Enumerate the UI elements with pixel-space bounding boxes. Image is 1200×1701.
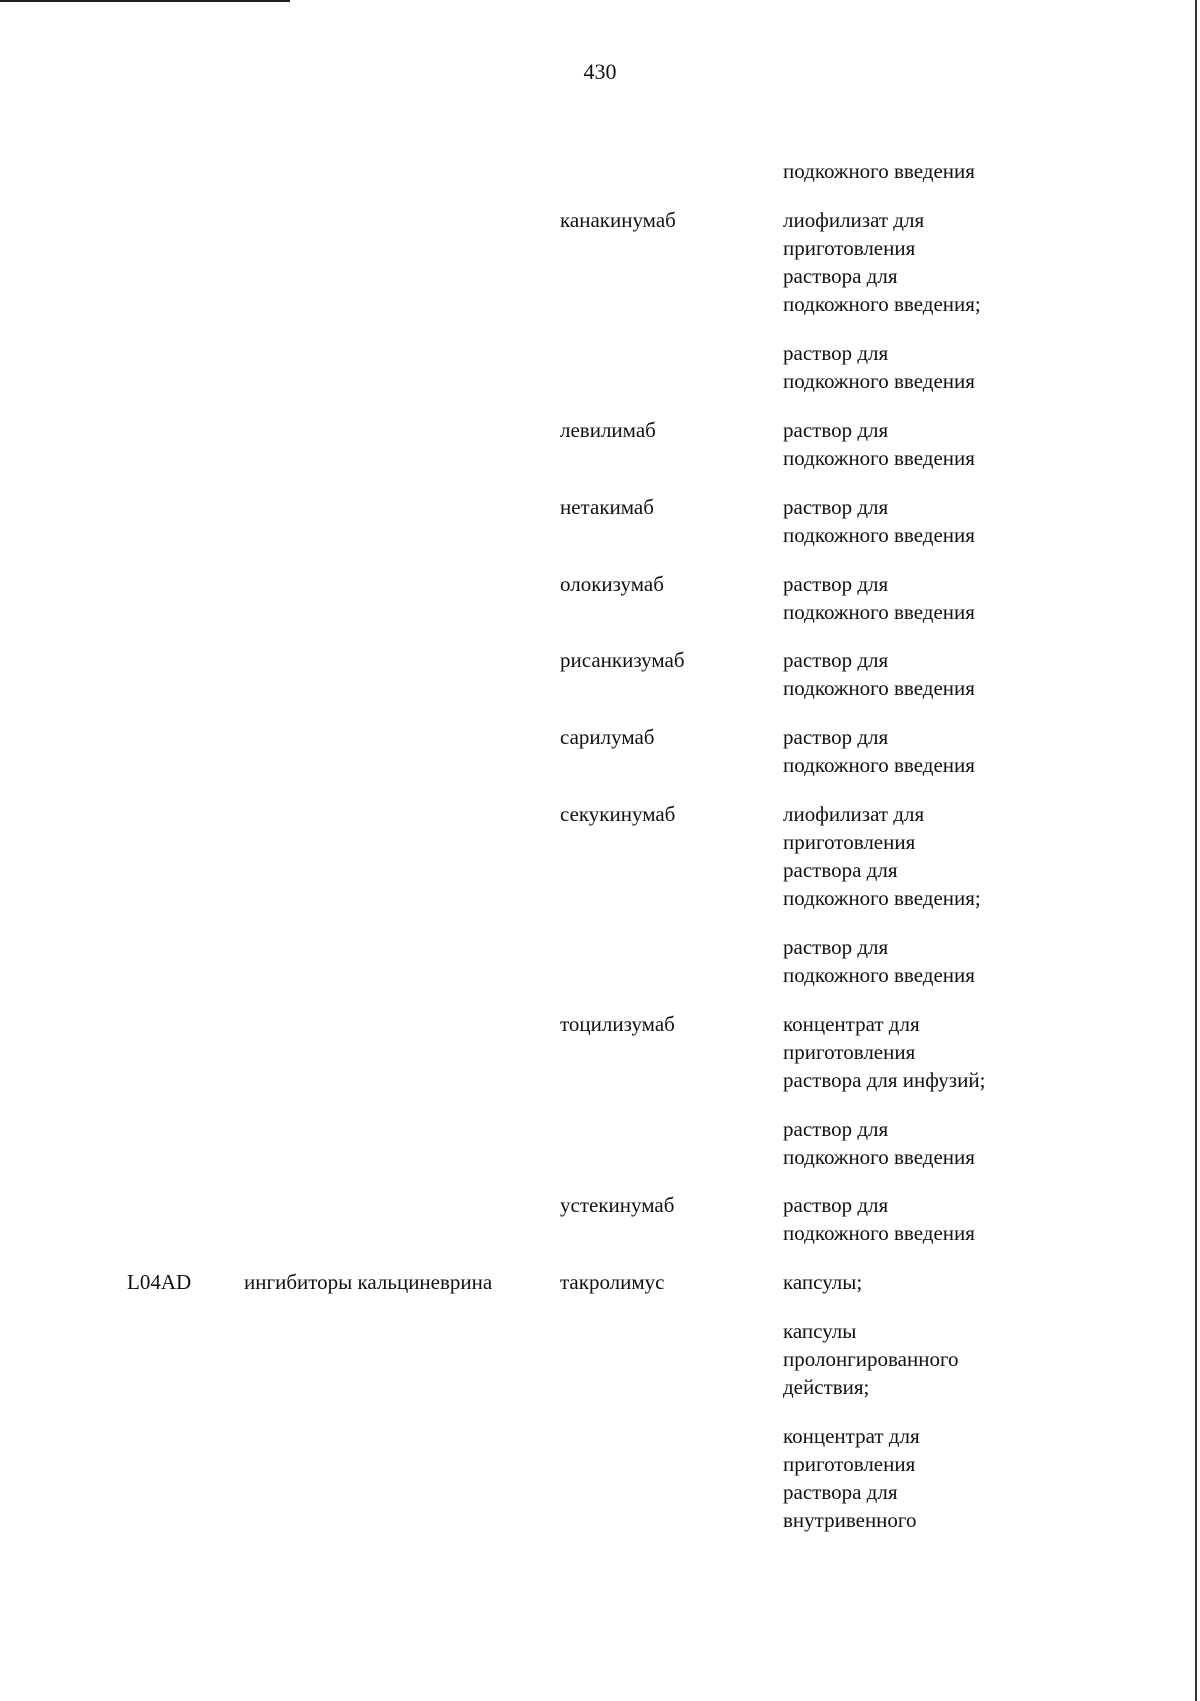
dosage-form-line: капсулы: [783, 1319, 857, 1343]
dosage-form: [783, 493, 975, 549]
dosage-form-line: раствор для: [783, 648, 889, 672]
dosage-form-line: раствора для: [783, 264, 898, 288]
drug-name: левилимаб: [560, 418, 656, 442]
dosage-form: [783, 1115, 975, 1171]
pharm-group: ингибиторы кальциневрина: [244, 1270, 493, 1294]
atc-code: L04AD: [127, 1270, 192, 1294]
dosage-form-line: подкожного введения: [783, 369, 975, 393]
dosage-form-line: пролонгированного: [783, 1347, 959, 1371]
dosage-form-line: концентрат для: [783, 1012, 920, 1036]
dosage-form-line: лиофилизат для: [783, 802, 925, 826]
dosage-form: [783, 723, 975, 779]
dosage-form-line: подкожного введения;: [783, 292, 981, 316]
dosage-form-line: раствор для: [783, 418, 889, 442]
dosage-form-line: приготовления: [783, 236, 916, 260]
dosage-form: [783, 800, 981, 912]
page-number: 430: [583, 59, 617, 84]
dosage-form-line: внутривенного: [783, 1508, 917, 1532]
dosage-form: [783, 570, 975, 626]
drug-name: такролимус: [560, 1270, 665, 1294]
dosage-form: [783, 1268, 862, 1296]
dosage-form: [783, 157, 975, 185]
dosage-form-line: подкожного введения: [783, 446, 975, 470]
dosage-form-line: подкожного введения: [783, 1221, 975, 1245]
drug-name: сарилумаб: [560, 725, 655, 749]
drug-name: рисанкизумаб: [560, 648, 685, 672]
dosage-form: [783, 1422, 920, 1534]
dosage-form-line: лиофилизат для: [783, 208, 925, 232]
drug-name: секукинумаб: [560, 802, 676, 826]
drug-name: устекинумаб: [560, 1193, 675, 1217]
top-rule: [0, 0, 290, 2]
dosage-form-line: раствор для: [783, 935, 889, 959]
dosage-form-line: действия;: [783, 1375, 870, 1399]
dosage-form-line: подкожного введения: [783, 159, 975, 183]
dosage-form-line: приготовления: [783, 1452, 916, 1476]
dosage-form-line: подкожного введения: [783, 523, 975, 547]
drug-name: олокизумаб: [560, 572, 664, 596]
dosage-form-line: подкожного введения: [783, 963, 975, 987]
drug-name: канакинумаб: [560, 208, 676, 232]
dosage-form-line: раствор для: [783, 725, 889, 749]
drug-name: тоцилизумаб: [560, 1012, 675, 1036]
dosage-form-line: приготовления: [783, 830, 916, 854]
dosage-form: [783, 206, 981, 318]
dosage-form-line: раствора для инфузий;: [783, 1068, 986, 1092]
dosage-form-line: раствор для: [783, 1117, 889, 1141]
dosage-form-line: подкожного введения: [783, 1145, 975, 1169]
drug-name: нетакимаб: [560, 495, 654, 519]
dosage-form-line: раствор для: [783, 341, 889, 365]
dosage-form-line: подкожного введения: [783, 676, 975, 700]
dosage-form: [783, 933, 975, 989]
dosage-form: [783, 339, 975, 395]
dosage-form-line: подкожного введения: [783, 600, 975, 624]
dosage-form-line: подкожного введения;: [783, 886, 981, 910]
dosage-form: [783, 646, 975, 702]
dosage-form-line: раствор для: [783, 495, 889, 519]
right-edge-rule: [1195, 0, 1197, 1701]
dosage-form: [783, 1010, 985, 1094]
dosage-form-line: приготовления: [783, 1040, 916, 1064]
dosage-form: [783, 1317, 959, 1401]
dosage-form-line: раствор для: [783, 572, 889, 596]
dosage-form-line: подкожного введения: [783, 753, 975, 777]
dosage-form-line: раствора для: [783, 1480, 898, 1504]
dosage-form-line: раствор для: [783, 1193, 889, 1217]
dosage-form: [783, 416, 975, 472]
dosage-form-line: раствора для: [783, 858, 898, 882]
dosage-form: [783, 1191, 975, 1247]
dosage-form-line: концентрат для: [783, 1424, 920, 1448]
dosage-form-line: капсулы;: [783, 1270, 863, 1294]
